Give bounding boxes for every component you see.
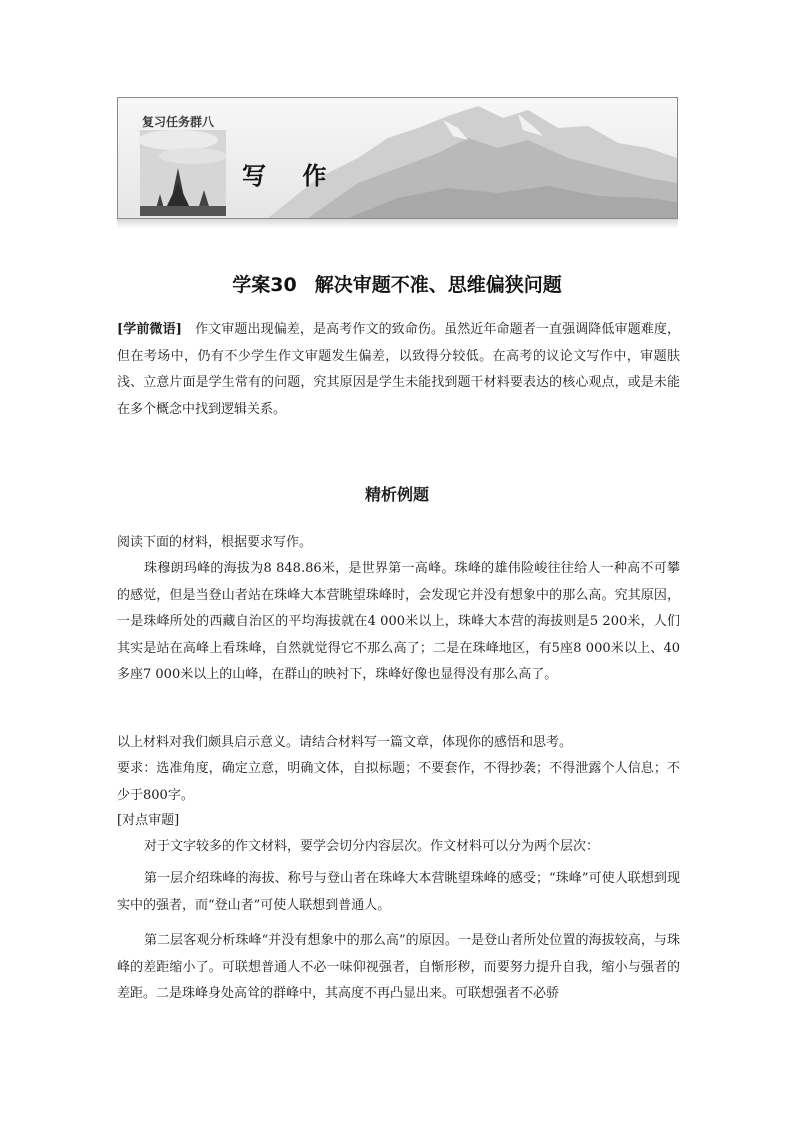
analysis-paragraph-1: 对于文字较多的作文材料，要学会切分内容层次。作文材料可以分为两个层次：	[144, 839, 600, 854]
prompt-lead: 阅读下面的材料，根据要求写作。	[117, 535, 313, 550]
prompt-instruction: 以上材料对我们颇具启示意义。请结合材料写一篇文章，体现你的感悟和思考。	[117, 735, 573, 750]
banner-shadow	[117, 219, 678, 229]
analysis-paragraph-2: 第一层介绍珠峰的海拔、称号与登山者在珠峰大本营眺望珠峰的感受；“珠峰”可使人联想到现实中的强者，而“登山者”可使人联想到普通人。	[117, 871, 680, 913]
intro-paragraph	[117, 317, 680, 423]
analysis-tag: [对点审题]	[117, 813, 180, 828]
prompt-requirement: 要求：选准角度，确定立意，明确文体，自拟标题；不要套作，不得抄袭；不得泄露个人信息；不少于800字。	[117, 761, 680, 803]
header-banner	[117, 97, 678, 219]
prompt-material: 珠穆朗玛峰的海拔为8 848.86米，是世界第一高峰。珠峰的雄伟险峻往往给人一种高不可攀的感觉，但是当登山者站在珠峰大本营眺望珠峰时，会发现它并没有想象中的那么高。究其原因，一是珠峰所处的西藏自治区的平均海拔就在4 000米以上，珠峰大本营的海拔则是5 200米，人们其实是站在高峰上看珠峰，自然就觉得它不那么高了；二是在珠峰地区，有5座8 000米以上、40多座7 000米以上的山峰，在群山的映衬下，珠峰好像也显得没有那么高了。	[117, 561, 680, 682]
lesson-number: 学案30	[232, 274, 297, 296]
banner-title: 写 作	[242, 162, 341, 190]
intro-tag: [学前微语]	[117, 322, 182, 337]
intro-text: 作文审题出现偏差，是高考作文的致命伤。虽然近年命题者一直强调降低审题难度，但在考场中，仍有不少学生作文审题发生偏差，以致得分较低。在高考的议论文写作中，审题肤浅、立意片面是学生常有的问题，究其原因是学生未能找到题干材料要表达的核心观点，或是未能在多个概念中找到逻辑关系。	[117, 322, 680, 417]
analysis-paragraph-3: 第二层客观分析珠峰“并没有想象中的那么高”的原因。一是登山者所处位置的海拔较高，与珠峰的差距缩小了。可联想普通人不必一味仰视强者，自惭形秽，而要努力提升自我，缩小与强者的差距。二是珠峰身处高耸的群峰中，其高度不再凸显出来。可联想强者不必骄	[117, 933, 680, 1001]
lesson-title-text: 解决审题不准、思维偏狭问题	[314, 274, 562, 296]
lesson-title	[0, 270, 794, 297]
section-title: 精析例题	[364, 485, 429, 504]
review-group-label: 复习任务群八	[142, 115, 215, 129]
